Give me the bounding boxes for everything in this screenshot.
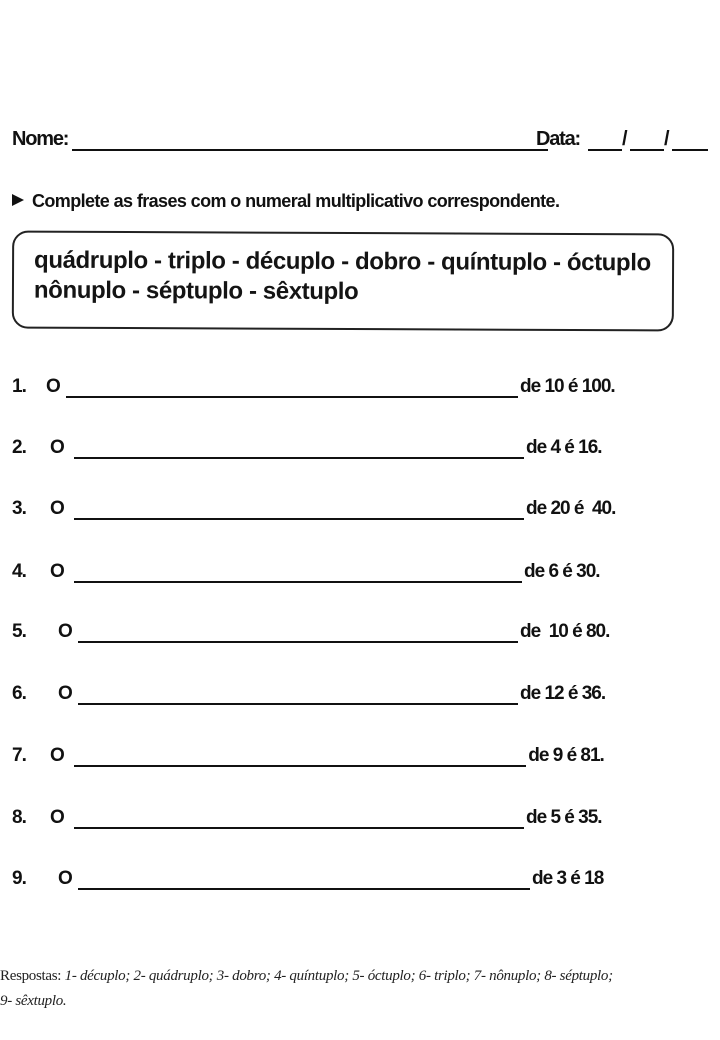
exercise-number: 7. <box>12 745 26 766</box>
answer-blank[interactable] <box>74 457 524 459</box>
exercise-item <box>0 868 720 898</box>
exercise-number: 3. <box>12 498 26 519</box>
exercise-tail: de 10 é 80. <box>520 621 610 642</box>
exercise-tail: de 12 é 36. <box>520 683 606 704</box>
exercise-item <box>0 807 720 837</box>
answer-key-line-2: 9- sêxtuplo. <box>0 993 67 1009</box>
answer-blank[interactable] <box>78 888 530 890</box>
answer-blank[interactable] <box>66 396 518 398</box>
exercise-tail: de 9 é 81. <box>524 745 604 766</box>
date-label: Data: <box>536 128 581 150</box>
exercise-item <box>0 561 720 591</box>
exercise-number: 8. <box>12 807 26 828</box>
exercise-article: O <box>50 807 64 828</box>
instruction <box>12 191 559 212</box>
exercise-tail: de 3 é 18 <box>532 868 604 889</box>
name-label: Nome: <box>12 128 69 150</box>
exercise-item <box>0 376 720 406</box>
exercise-article: O <box>50 498 64 519</box>
word-bank-line-2: nônuplo - séptuplo - sêxtuplo <box>33 276 359 306</box>
answer-blank[interactable] <box>74 581 522 583</box>
exercise-item <box>0 437 720 467</box>
exercise-tail: de 5 é 35. <box>526 807 602 828</box>
exercise-number: 4. <box>12 561 26 582</box>
exercise-article: O <box>50 745 64 766</box>
answer-blank[interactable] <box>74 765 526 767</box>
answer-blank[interactable] <box>78 641 518 643</box>
header-row <box>12 128 710 154</box>
exercise-item <box>0 621 720 651</box>
instruction-text: Complete as frases com o numeral multiplicativo correspondente. <box>32 191 560 211</box>
exercise-number: 1. <box>12 376 26 397</box>
exercise-article: O <box>50 437 64 458</box>
exercise-item <box>0 498 720 528</box>
answer-blank[interactable] <box>74 518 524 520</box>
exercise-article: O <box>46 376 60 397</box>
exercise-number: 5. <box>12 621 26 642</box>
exercise-tail: de 20 é 40. <box>526 498 616 519</box>
answer-key <box>0 964 720 1014</box>
exercise-item <box>0 683 720 713</box>
answer-blank[interactable] <box>78 703 518 705</box>
date-month-field[interactable] <box>630 149 664 151</box>
date-day-field[interactable] <box>588 149 622 151</box>
answer-key-text-1: 1- décuplo; 2- quádruplo; 3- dobro; 4- quíntuplo; 5- óctuplo; 6- triplo; 7- nônuplo; 8- séptuplo; <box>64 968 613 984</box>
exercise-number: 2. <box>12 437 26 458</box>
word-bank-line-1: quádruplo - triplo - décuplo - dobro - quíntuplo - óctuplo <box>34 246 651 277</box>
answer-blank[interactable] <box>74 827 524 829</box>
exercise-tail: de 10 é 100. <box>520 376 615 397</box>
exercise-article: O <box>58 621 72 642</box>
answer-key-line-1 <box>0 964 720 989</box>
date-year-field[interactable] <box>672 149 708 151</box>
exercise-article: O <box>50 561 64 582</box>
exercise-number: 9. <box>12 868 26 889</box>
name-field[interactable] <box>72 149 548 151</box>
exercise-item <box>0 745 720 775</box>
word-bank-box <box>12 231 674 332</box>
answer-key-label: Respostas: <box>0 968 62 984</box>
date-separator: / <box>664 128 669 150</box>
exercise-tail: de 6 é 30. <box>524 561 600 582</box>
arrowhead-bullet-icon <box>12 194 24 206</box>
date-separator: / <box>622 128 627 150</box>
exercise-article: O <box>58 683 72 704</box>
exercise-tail: de 4 é 16. <box>526 437 602 458</box>
exercise-number: 6. <box>12 683 26 704</box>
exercise-article: O <box>58 868 72 889</box>
